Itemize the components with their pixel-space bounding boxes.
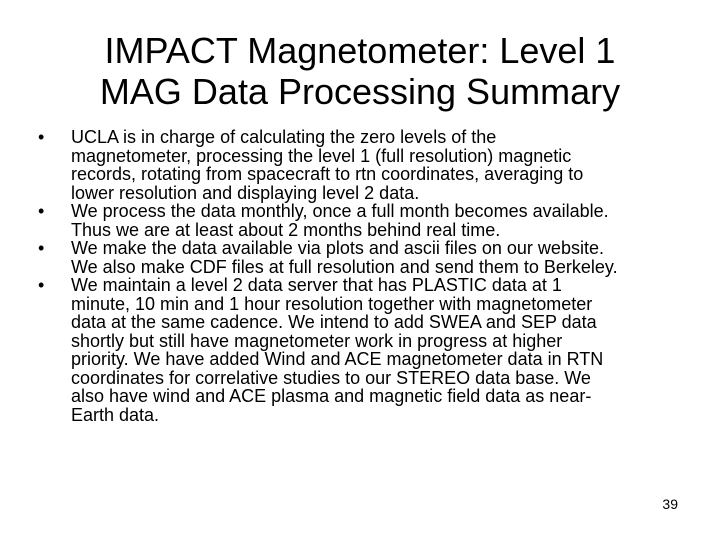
bullet-line: Earth data. <box>71 404 160 425</box>
bullet-line: shortly but still have magnetometer work in progress at higher <box>71 330 563 351</box>
slide-title-line-2: MAG Data Processing Summary <box>99 71 621 112</box>
bullet-item-level2-data-server <box>0 276 720 424</box>
bullet-marker: • <box>38 275 45 295</box>
bullet-item-data-availability <box>0 239 720 276</box>
bullet-line: priority. We have added Wind and ACE magnetometer data in RTN <box>71 349 604 369</box>
bullet-text <box>71 276 701 424</box>
bullet-marker: • <box>38 201 45 221</box>
bullet-line: We process the data monthly, once a full month becomes available. <box>71 201 609 221</box>
bullet-line: records, rotating from spacecraft to rtn coordinates, averaging to <box>71 164 584 184</box>
bullet-list <box>0 128 720 424</box>
bullet-line: We maintain a level 2 data server that has PLASTIC data at 1 <box>71 275 562 295</box>
page-number: 39 <box>662 496 678 512</box>
bullet-line: coordinates for correlative studies to our STEREO data base. We <box>71 367 591 388</box>
bullet-line: magnetometer, processing the level 1 (full resolution) magnetic <box>71 145 572 166</box>
bullet-text <box>71 202 701 239</box>
bullet-marker: • <box>38 238 45 258</box>
slide-title <box>40 30 680 112</box>
bullet-text <box>71 128 701 202</box>
bullet-line: lower resolution and displaying level 2 data. <box>71 182 420 203</box>
bullet-line: Thus we are at least about 2 months behind real time. <box>71 219 501 240</box>
bullet-marker: • <box>38 127 45 147</box>
bullet-line: We also make CDF files at full resolution and send them to Berkeley. <box>71 256 618 277</box>
bullet-item-monthly-processing <box>0 202 720 239</box>
bullet-line: We make the data available via plots and ascii files on our website. <box>71 238 604 258</box>
bullet-line: also have wind and ACE plasma and magnetic field data as near- <box>71 386 592 406</box>
bullet-line: data at the same cadence. We intend to add SWEA and SEP data <box>71 312 597 332</box>
slide-title-line-1: IMPACT Magnetometer: Level 1 <box>104 30 616 71</box>
bullet-line: minute, 10 min and 1 hour resolution together with magnetometer <box>71 293 593 314</box>
bullet-text <box>71 239 701 276</box>
bullet-item-ucla-processing <box>0 128 720 202</box>
bullet-line: UCLA is in charge of calculating the zero levels of the <box>71 127 497 147</box>
